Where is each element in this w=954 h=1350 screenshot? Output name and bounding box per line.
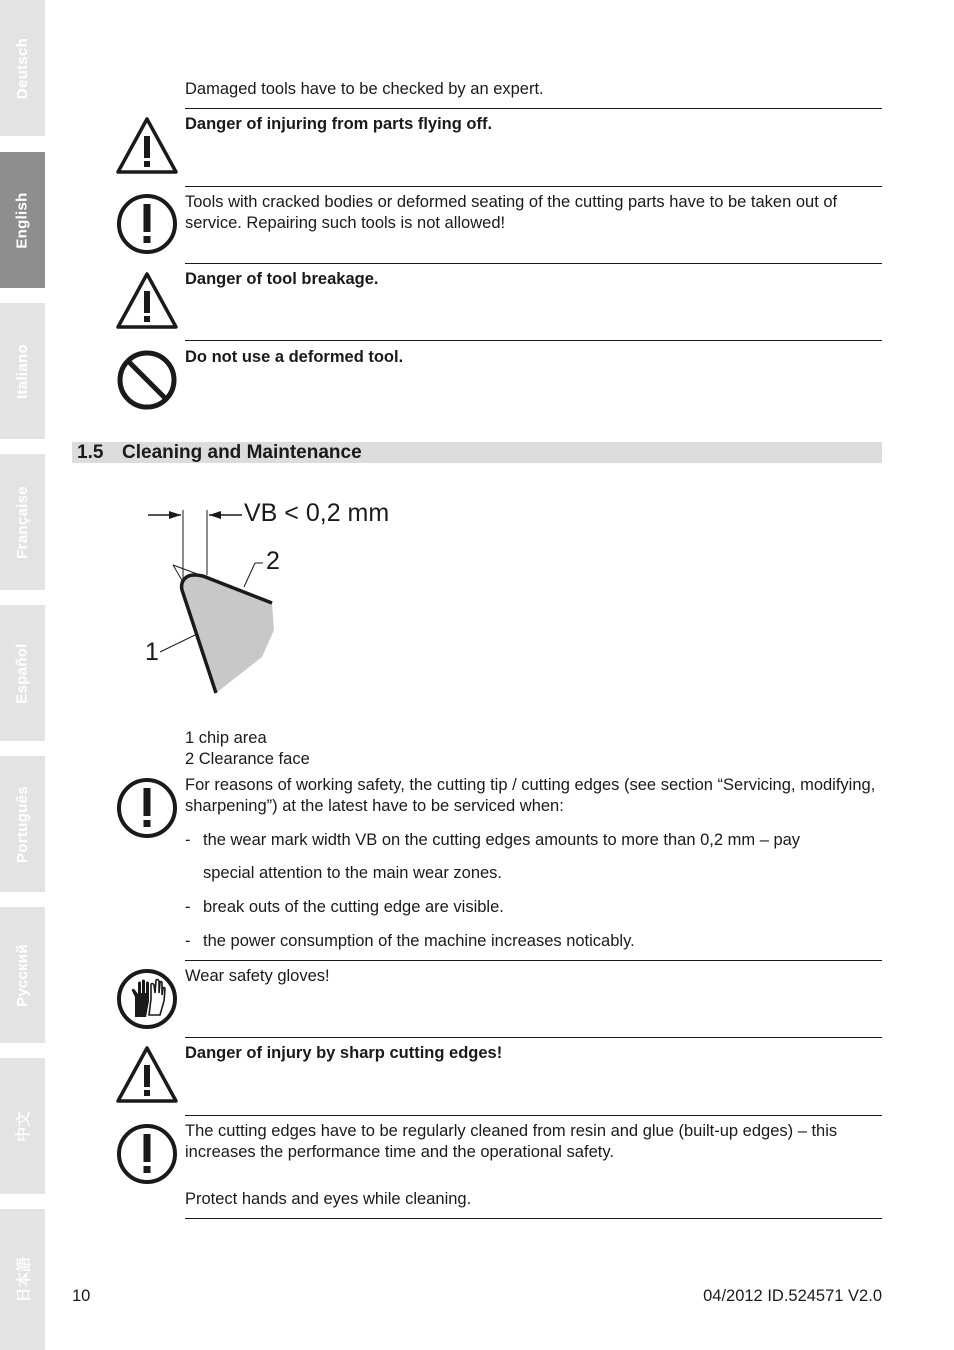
list-item-text: special attention to the main wear zones. bbox=[203, 864, 503, 882]
prohibited-deformed-text: Do not use a deformed tool. bbox=[185, 348, 404, 366]
lang-tab-label: Française bbox=[14, 485, 31, 559]
list-item-text: break outs of the cutting edge are visible. bbox=[203, 898, 504, 916]
warning-breakage-text: Danger of tool breakage. bbox=[185, 270, 379, 288]
wear-mark-line bbox=[173, 565, 200, 575]
language-sidebar bbox=[0, 0, 45, 1350]
lang-tab-japanese[interactable] bbox=[0, 1209, 45, 1350]
list-item-text: the power consumption of the machine increases noticably. bbox=[203, 932, 635, 950]
wear-mark-line bbox=[173, 565, 183, 582]
warning-triangle-icon bbox=[115, 114, 179, 178]
list-dash: - bbox=[185, 898, 191, 916]
mandatory-cracked-text: Tools with cracked bodies or deformed seating of the cutting parts have to be taken out of service. Repairing such tools is not allowed! bbox=[185, 193, 838, 232]
lang-tab-portugues[interactable] bbox=[0, 756, 45, 892]
warning-parts-text: Danger of injuring from parts flying off. bbox=[185, 115, 493, 133]
lang-tab-label: Русский bbox=[14, 943, 31, 1007]
mandatory-clean-text: The cutting edges have to be regularly cleaned from resin and glue (built-up edges) – this increases the performance time and the operational safety. bbox=[185, 1122, 838, 1161]
lang-tab-russian[interactable] bbox=[0, 907, 45, 1043]
lang-tab-label: English bbox=[14, 191, 31, 249]
vb-label: VB < 0,2 mm bbox=[244, 499, 390, 527]
leader-line-1 bbox=[160, 635, 195, 652]
prohibition-icon bbox=[115, 348, 179, 412]
lang-tab-chinese[interactable] bbox=[0, 1058, 45, 1194]
lang-tab-label: 中文 bbox=[14, 1110, 32, 1142]
lang-tab-english[interactable] bbox=[0, 152, 45, 288]
gloves-text: Wear safety gloves! bbox=[185, 967, 330, 985]
arrowhead-right bbox=[209, 511, 221, 519]
lang-tab-francaise[interactable] bbox=[0, 454, 45, 590]
section-number: 1.5 bbox=[77, 442, 104, 463]
divider bbox=[185, 1218, 882, 1219]
leader-line-2 bbox=[244, 563, 255, 587]
list-item-text: the wear mark width VB on the cutting edges amounts to more than 0,2 mm – pay bbox=[203, 831, 801, 849]
lang-tab-label: 日本語 bbox=[15, 1256, 32, 1303]
lang-tab-label: Italiano bbox=[14, 343, 32, 399]
divider bbox=[185, 186, 882, 187]
mandatory-exclamation-icon bbox=[115, 1122, 179, 1186]
warning-triangle-icon bbox=[115, 269, 179, 333]
servicing-intro-text: For reasons of working safety, the cutting tip / cutting edges (see section “Servicing, modifying, sharpening”) at the latest have to be serviced when: bbox=[185, 776, 876, 815]
page-number: 10 bbox=[72, 1287, 91, 1305]
list-dash: - bbox=[185, 831, 191, 849]
mandatory-exclamation-icon bbox=[115, 776, 179, 840]
section-title: Cleaning and Maintenance bbox=[122, 442, 362, 463]
divider bbox=[185, 108, 882, 109]
protect-text: Protect hands and eyes while cleaning. bbox=[185, 1190, 472, 1208]
lang-tab-label: Español bbox=[14, 642, 32, 704]
lang-tab-italiano[interactable] bbox=[0, 303, 45, 439]
lang-tab-espanol[interactable] bbox=[0, 605, 45, 741]
safety-gloves-icon bbox=[115, 967, 179, 1031]
divider bbox=[185, 960, 882, 961]
legend-chip-area: 1 chip area bbox=[185, 729, 267, 747]
divider bbox=[185, 1037, 882, 1038]
document-id: 04/2012 ID.524571 V2.0 bbox=[703, 1287, 882, 1305]
divider bbox=[185, 340, 882, 341]
intro-text: Damaged tools have to be checked by an expert. bbox=[185, 80, 544, 98]
list-dash: - bbox=[185, 932, 191, 950]
warning-triangle-icon bbox=[115, 1043, 179, 1107]
lang-tab-label: Deutsch bbox=[14, 37, 31, 99]
section-header bbox=[72, 442, 882, 463]
warning-sharp-text: Danger of injury by sharp cutting edges! bbox=[185, 1044, 503, 1062]
divider bbox=[185, 263, 882, 264]
divider bbox=[185, 1115, 882, 1116]
arrowhead-left bbox=[169, 511, 181, 519]
lang-tab-deutsch[interactable] bbox=[0, 0, 45, 136]
lang-tab-label: Português bbox=[14, 785, 31, 863]
diagram-label-2: 2 bbox=[266, 547, 280, 575]
mandatory-exclamation-icon bbox=[115, 192, 179, 256]
legend-clearance-face: 2 Clearance face bbox=[185, 750, 310, 768]
diagram-label-1: 1 bbox=[145, 638, 159, 666]
